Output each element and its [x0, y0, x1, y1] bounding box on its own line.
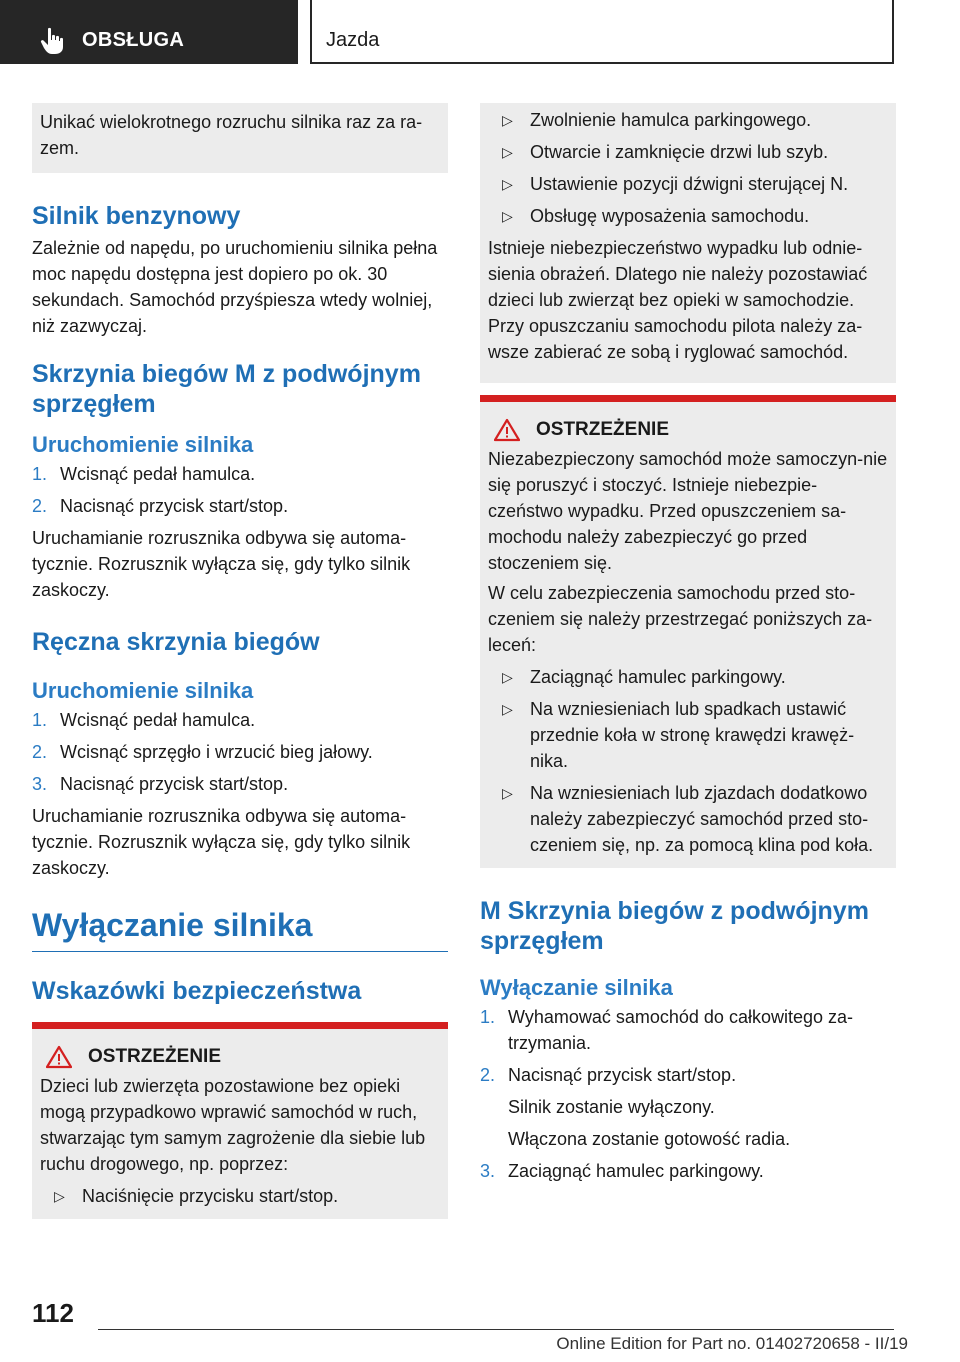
list-item: 2. Wcisnąć sprzęgło i wrzucić bieg jałowy.	[32, 742, 373, 762]
manual-title: Ręczna skrzynia biegów	[32, 628, 320, 656]
list-item: ▷ Ustawienie pozycji dźwigni sterującej N.	[502, 174, 849, 194]
dct-off-steps	[480, 1004, 896, 1184]
chapter-label: Jazda	[326, 29, 380, 51]
warning-box-2	[480, 402, 896, 868]
warning-box	[32, 1029, 448, 1219]
intro-note-box	[32, 103, 448, 173]
safety-title: Wskazówki bezpieczeństwa	[32, 977, 362, 1005]
list-item: 2. Nacisnąć przycisk start/stop.	[32, 496, 289, 516]
petrol-text: Zależnie od napędu, po uruchomieniu silnika pełna moc napędu dostępna jest dopiero po ok. 30 sekundach. Samochód przyśpiesza wtedy wolniej, niż zazwyczaj.	[32, 238, 438, 336]
list-item: ▷ Na wzniesieniach lub spadkach ustawić przednie koła w stronę krawędzi krawęż‐nika.	[502, 699, 855, 771]
list-item: 1. Wcisnąć pedał hamulca.	[32, 710, 256, 730]
warning-triangle-icon	[494, 418, 520, 442]
list-item: 3. Nacisnąć przycisk start/stop.	[32, 774, 289, 794]
warning-2-text-2: W celu zabezpieczenia samochodu przed sto‐czeniem się należy przestrzegać poniższych za‐leceń:	[488, 583, 873, 655]
list-item: ▷ Otwarcie i zamknięcie drzwi lub szyb.	[502, 142, 829, 162]
chapter-tab	[310, 0, 894, 64]
list-item: 3. Zaciągnąć hamulec parkingowy.	[480, 1161, 764, 1181]
step-note: Silnik zostanie wyłączony.	[508, 1097, 715, 1117]
left-column	[32, 103, 448, 1219]
petrol-title: Silnik benzynowy	[32, 202, 241, 230]
list-item: 2. Nacisnąć przycisk start/stop.	[480, 1065, 737, 1085]
edition-text: Online Edition for Part no. 01402720658 - II/19	[556, 1334, 908, 1353]
warning-box-continued	[480, 103, 896, 383]
list-item: 1. Wcisnąć pedał hamulca.	[32, 464, 256, 484]
list-item: ▷ Naciśnięcie przycisku start/stop.	[54, 1186, 339, 1206]
list-item: 1. Wyhamować samochód do całkowitego za‐trzymania.	[480, 1007, 853, 1053]
manual-subtitle: Uruchomienie silnika	[32, 678, 254, 703]
dct-after: Uruchamianie rozrusznika odbywa się automa‐tycznie. Rozrusznik wyłącza się, gdy tylko silnik zaskoczy.	[32, 528, 411, 600]
list-item: ▷ Obsługę wyposażenia samochodu.	[502, 206, 810, 226]
list-item: ▷ Na wzniesieniach lub zjazdach dodatkowo należy zabezpieczyć samochód przed sto‐czeniem się, np. za pomocą klina pod koła.	[502, 783, 874, 855]
shutdown-title: Wyłączanie silnika	[32, 907, 313, 943]
dct-steps	[32, 461, 448, 519]
warning-triangle-icon	[46, 1045, 72, 1069]
dct-title: Skrzynia biegów M z podwójnym sprzęgłem	[32, 360, 421, 418]
warning-bar	[32, 1022, 448, 1029]
section-tab	[0, 0, 298, 64]
shutdown-heading	[32, 905, 448, 952]
list-item: ▷ Zwolnienie hamulca parkingowego.	[502, 110, 812, 130]
warning-2-text-1: Niezabezpieczony samochód może samoczyn‐nie się poruszyć i stoczyć. Istnieje niebezpie‐czeństwo wypadku. Przed opuszczeniem sa‐mochodu należy zabezpieczyć go przed stoczeniem się.	[488, 449, 888, 573]
hand-icon	[40, 27, 66, 55]
warning-label: OSTRZEŻENIE	[536, 419, 670, 440]
dct-off-subtitle: Wyłączanie silnika	[480, 975, 673, 1000]
dct-subtitle: Uruchomienie silnika	[32, 432, 254, 457]
intro-note: Unikać wielokrotnego rozruchu silnika raz za ra‐zem.	[40, 112, 423, 158]
list-item: ▷ Zaciągnąć hamulec parkingowy.	[502, 667, 786, 687]
section-label: OBSŁUGA	[82, 29, 185, 51]
footer-rule	[98, 1329, 894, 1330]
right-column	[480, 103, 896, 1190]
warning-text: Dzieci lub zwierzęta pozostawione bez opieki mogą przypadkowo wprawić samochód w ruch, stwarzając tym samym zagrożenie dla siebie lub ruchu drogowego, np. poprzez:	[40, 1076, 426, 1174]
warning-continued-text: Istnieje niebezpieczeństwo wypadku lub odnie‐sienia obrażeń. Dlatego nie należy pozostawiać dzieci lub zwierząt bez opieki w samochodzie. Przy opuszczaniu samochodu pilota należy za‐wsze zabierać ze sobą i ryglować samochód.	[488, 238, 868, 362]
warning-label: OSTRZEŻENIE	[88, 1046, 222, 1067]
step-note: Włączona zostanie gotowość radia.	[508, 1129, 791, 1149]
page-number: 112	[32, 1298, 74, 1328]
dct-off-title: M Skrzynia biegów z podwójnym sprzęgłem	[480, 897, 869, 955]
warning-items-continued	[488, 107, 888, 229]
warning-items	[40, 1183, 440, 1209]
manual-after: Uruchamianie rozrusznika odbywa się automa‐tycznie. Rozrusznik wyłącza się, gdy tylko silnik zaskoczy.	[32, 806, 411, 878]
warning-bar	[480, 395, 896, 402]
warning-2-items	[488, 664, 888, 858]
manual-steps	[32, 707, 448, 797]
